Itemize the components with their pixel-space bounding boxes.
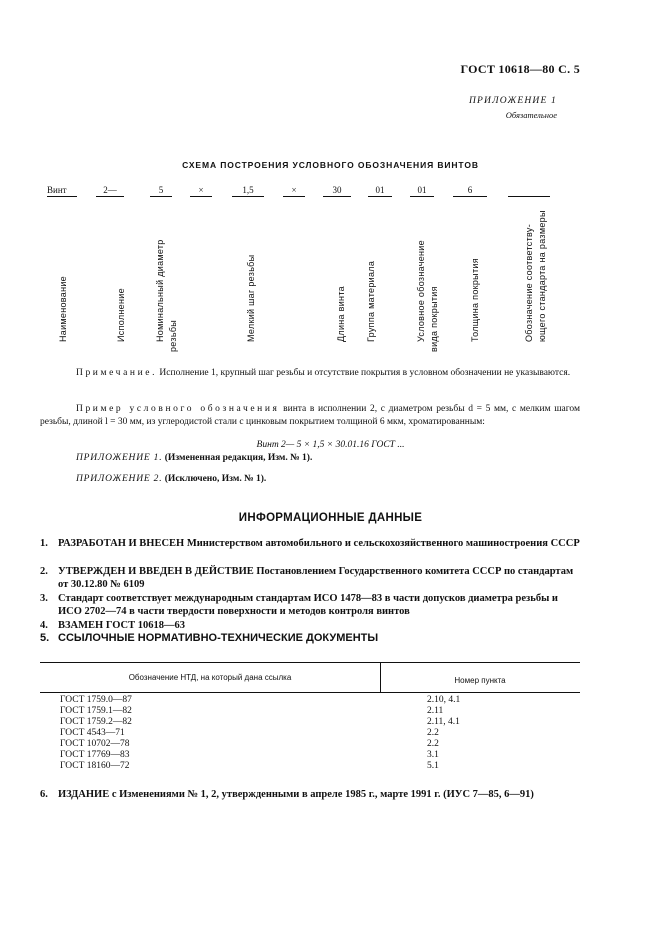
scheme-cell: 6 [453,184,487,197]
info-item-4: 4. ВЗАМЕН ГОСТ 10618—63 [40,620,186,631]
info-item-3: 3. Стандарт соответствует международным стандартам ИСО 1478—83 в части допусков диаметра резьбы и ИСО 2702—74 в части твердости поверхности и методов контроля винтов [40,593,558,617]
table-cell-ntd: ГОСТ 18160—72 [60,761,130,771]
scheme-cell: × [283,184,305,197]
table-header-clause: Номер пункта [454,676,506,685]
table-cell-ntd: ГОСТ 1759.0—87 [60,695,132,705]
scheme-caption: Толщина покрытия [470,258,480,342]
table-cell-clause: 5.1 [427,761,439,771]
appendix-label: ПРИЛОЖЕНИЕ 1 [468,96,557,106]
appendix-note-1: ПРИЛОЖЕНИЕ 1. (Измененная редакция, Изм. № 1). [76,453,313,463]
info-item-6: 6. ИЗДАНИЕ с Изменениями № 1, 2, утвержденными в апреле 1985 г., марте 1991 г. (ИУС 7—85, 6—91) [40,789,534,800]
page-header: ГОСТ 10618—80 С. 5 [460,62,580,76]
scheme-caption: Наименование [58,276,68,342]
table-cell-clause: 2.2 [427,728,439,738]
scheme-cell: 01 [368,184,392,197]
scheme-cell: 2— [96,184,124,197]
table-cell-clause: 2.11, 4.1 [427,717,460,727]
example-label: Пример условного обозначения [76,404,280,414]
scheme-caption: ющего стандарта на размеры [537,210,547,342]
scheme-cell: 30 [323,184,351,197]
scheme-caption: Обозначение соответству- [524,223,534,342]
table-header-ntd: Обозначение НТД, на который дана ссылка [128,673,292,682]
table-cell-clause: 2.10, 4.1 [427,695,461,705]
note-text: Исполнение 1, крупный шаг резьбы и отсутствие покрытия в условном обозначении не указываются. [157,368,571,378]
table-cell-clause: 2.2 [427,739,439,749]
table-cell-ntd: ГОСТ 1759.1—82 [60,706,132,716]
note-paragraph [40,367,580,380]
scheme-caption: вида покрытия [429,286,439,352]
table-cell-ntd: ГОСТ 1759.2—82 [60,717,132,727]
table-cell-ntd: ГОСТ 4543—71 [60,728,125,738]
info-item-2: 2. УТВЕРЖДЕН И ВВЕДЕН В ДЕЙСТВИЕ Постановлением Государственного комитета СССР по стандартам от 30.12.80 № 6109 [40,566,574,590]
appendix-status: Обязательное [505,110,557,120]
table-cell-clause: 3.1 [427,750,439,760]
scheme-cell: 1,5 [232,184,264,197]
table-top-rule [40,662,580,663]
scheme-caption: Исполнение [116,288,126,342]
note-label: Примечание. [76,368,158,378]
scheme-cell [508,184,550,197]
scheme-title: СХЕМА ПОСТРОЕНИЯ УСЛОВНОГО ОБОЗНАЧЕНИЯ ВИНТОВ [182,160,479,170]
info-item-1: 1. РАЗРАБОТАН И ВНЕСЕН Министерством автомобильного и сельскохозяйственного машиностроения СССР [40,538,580,549]
scheme-caption: Группа материала [366,260,376,342]
scheme-caption: резьбы [168,319,178,352]
scheme-caption: Длина винта [336,286,346,342]
scheme-caption: Условное обозначение [416,240,426,342]
scheme-cell: × [190,184,212,197]
table-cell-clause: 2.11 [427,706,444,716]
appendix-note-2: ПРИЛОЖЕНИЕ 2. (Исключено, Изм. № 1). [76,474,267,484]
table-header-rule [40,692,580,693]
info-title: ИНФОРМАЦИОННЫЕ ДАННЫЕ [238,512,423,524]
scheme-cell: 01 [410,184,434,197]
info-item-5: 5. ССЫЛОЧНЫЕ НОРМАТИВНО-ТЕХНИЧЕСКИЕ ДОКУМЕНТЫ [40,632,379,644]
table-cell-ntd: ГОСТ 17769—83 [60,750,130,760]
scheme-cell: 5 [150,184,172,197]
scheme-cell: Винт [47,184,77,197]
table-cell-ntd: ГОСТ 10702—78 [60,739,130,749]
scheme-caption: Мелкий шаг резьбы [246,254,256,342]
example-formula: Винт 2— 5 × 1,5 × 30.01.16 ГОСТ ... [256,440,405,450]
example-paragraph [40,403,580,429]
example-text: винта в исполнении 2, с диаметром резьбы d = 5 мм, с мелким шагом резьбы, длиной l = 30 мм, из углеродистой стали с цинковым покрытием толщиной 6 мкм, хроматированным: [40,404,580,427]
scheme-caption: Номинальный диаметр [155,239,165,342]
